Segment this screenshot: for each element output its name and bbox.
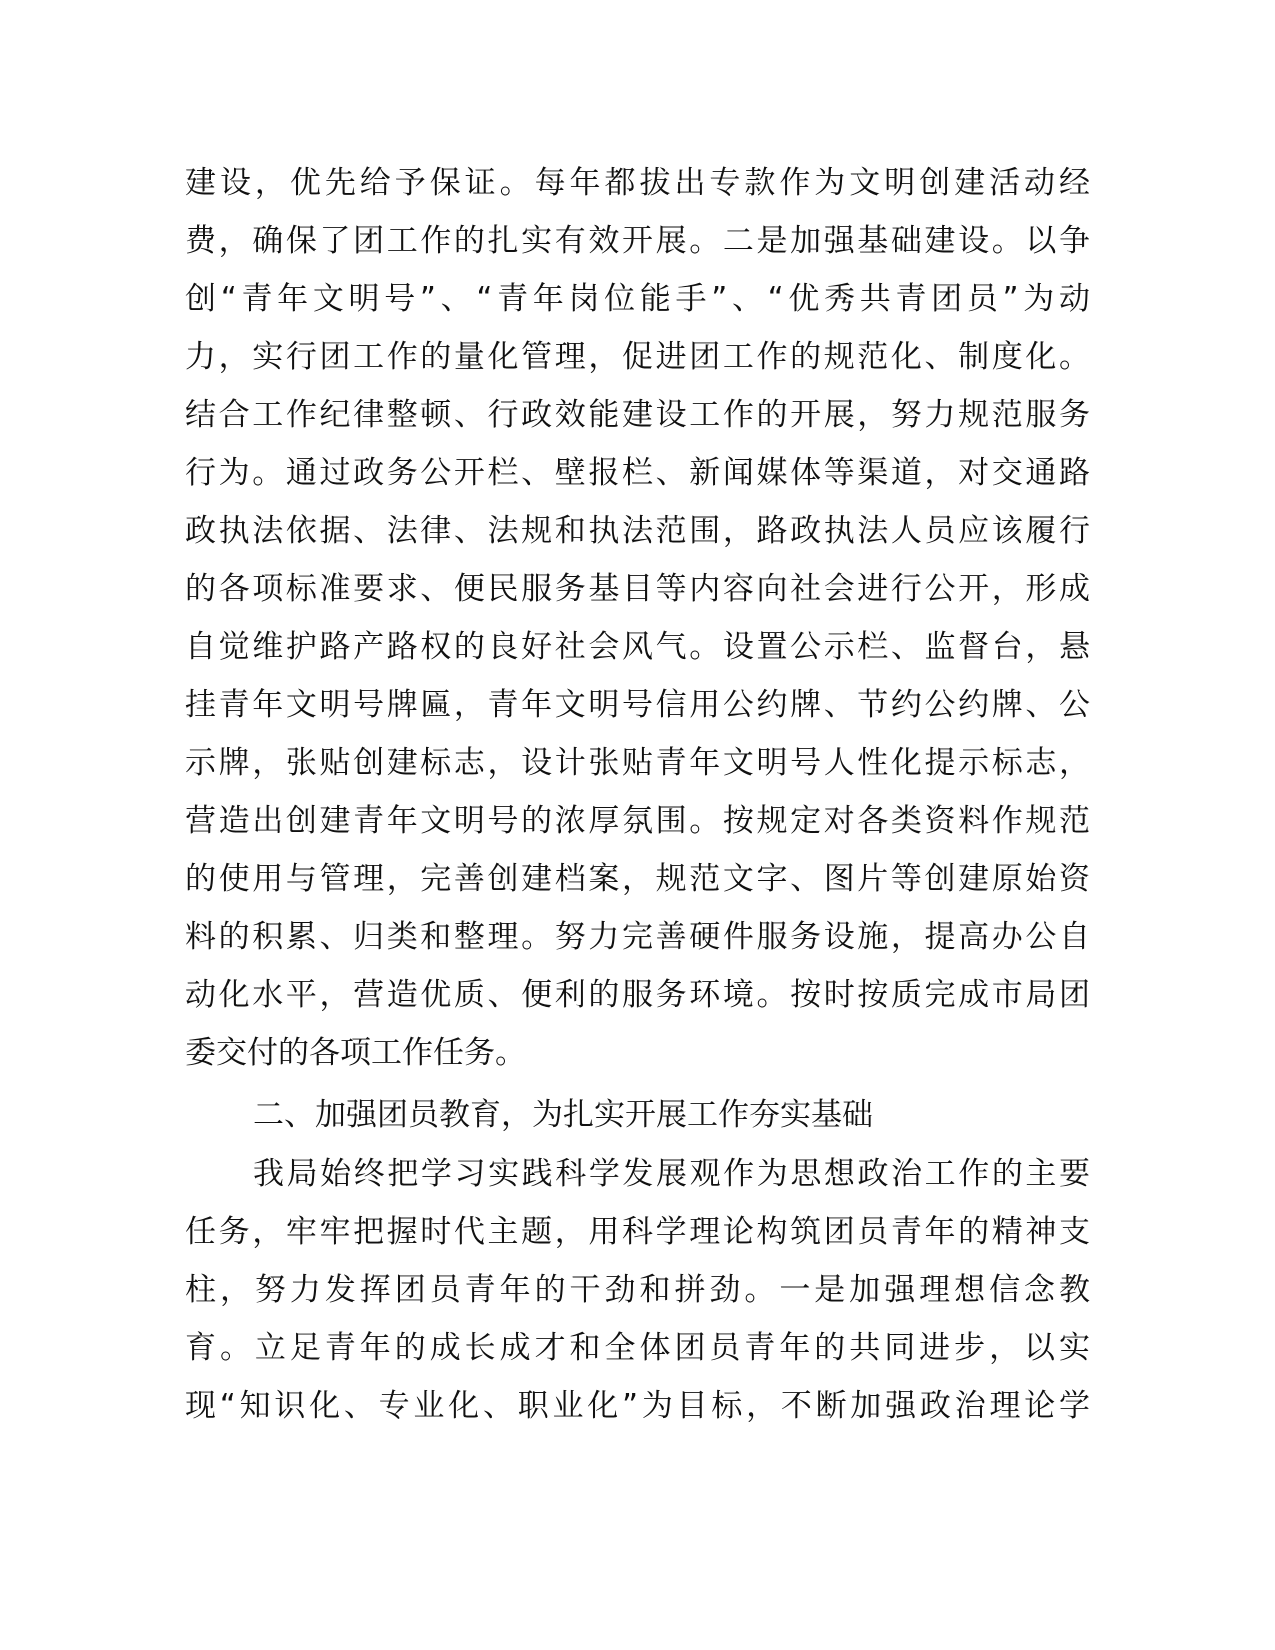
paragraph-line: 的各项标准要求、便民服务基目等内容向社会进行公开，形成 bbox=[185, 571, 1090, 607]
paragraph-line: 行为。通过政务公开栏、壁报栏、新闻媒体等渠道，对交通路 bbox=[185, 455, 1090, 491]
section-heading: 二、加强团员教育，为扎实开展工作夯实基础 bbox=[253, 1097, 873, 1133]
paragraph-line: 挂青年文明号牌匾，青年文明号信用公约牌、节约公约牌、公 bbox=[185, 687, 1090, 723]
paragraph-line: 自觉维护路产路权的良好社会风气。设置公示栏、监督台，悬 bbox=[185, 629, 1090, 665]
paragraph-line: 现“知识化、专业化、职业化”为目标，不断加强政治理论学 bbox=[185, 1388, 1090, 1424]
paragraph-line: 任务，牢牢把握时代主题，用科学理论构筑团员青年的精神支 bbox=[185, 1214, 1090, 1250]
paragraph-line: 我局始终把学习实践科学发展观作为思想政治工作的主要 bbox=[253, 1156, 1090, 1192]
paragraph-line: 料的积累、归类和整理。努力完善硬件服务设施，提高办公自 bbox=[185, 919, 1090, 955]
paragraph-line: 政执法依据、法律、法规和执法范围，路政执法人员应该履行 bbox=[185, 513, 1090, 549]
paragraph-2 bbox=[185, 1145, 1090, 1435]
section-heading-block bbox=[185, 1086, 1090, 1144]
paragraph-line: 柱，努力发挥团员青年的干劲和拼劲。一是加强理想信念教 bbox=[185, 1272, 1090, 1308]
paragraph-line: 费，确保了团工作的扎实有效开展。二是加强基础建设。以争 bbox=[185, 223, 1090, 259]
paragraph-1 bbox=[185, 154, 1090, 1082]
paragraph-line: 示牌，张贴创建标志，设计张贴青年文明号人性化提示标志， bbox=[185, 745, 1090, 781]
paragraph-line: 委交付的各项工作任务。 bbox=[185, 1035, 526, 1071]
paragraph-line: 动化水平，营造优质、便利的服务环境。按时按质完成市局团 bbox=[185, 977, 1090, 1013]
paragraph-line: 建设，优先给予保证。每年都拔出专款作为文明创建活动经 bbox=[185, 165, 1090, 201]
paragraph-line: 的使用与管理，完善创建档案，规范文字、图片等创建原始资 bbox=[185, 861, 1090, 897]
paragraph-line: 育。立足青年的成长成才和全体团员青年的共同进步，以实 bbox=[185, 1330, 1090, 1366]
paragraph-line: 结合工作纪律整顿、行政效能建设工作的开展，努力规范服务 bbox=[185, 397, 1090, 433]
paragraph-line: 创“青年文明号”、“青年岗位能手”、“优秀共青团员”为动 bbox=[185, 281, 1090, 317]
paragraph-line: 力，实行团工作的量化管理，促进团工作的规范化、制度化。 bbox=[185, 339, 1090, 375]
paragraph-line: 营造出创建青年文明号的浓厚氛围。按规定对各类资料作规范 bbox=[185, 803, 1090, 839]
